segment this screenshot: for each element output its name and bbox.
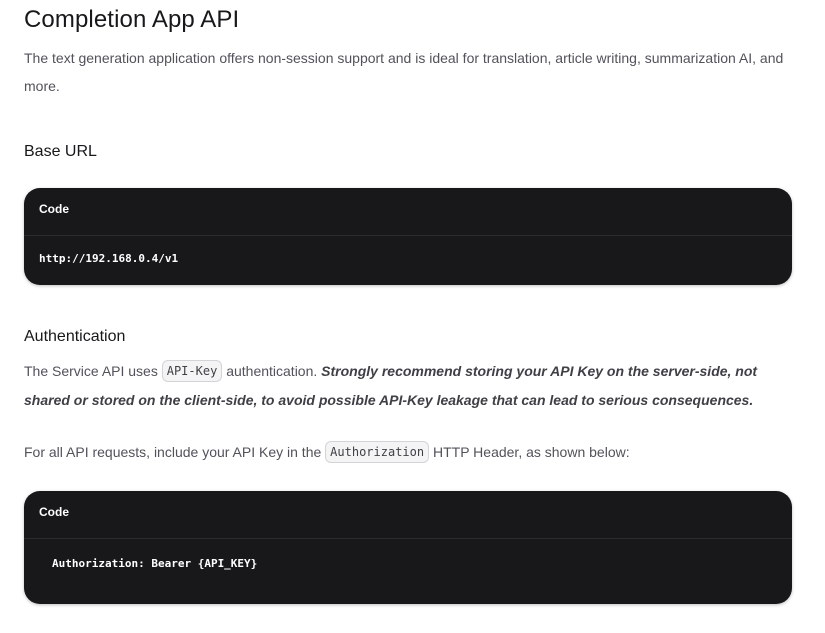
base-url-code-block	[24, 188, 792, 285]
page-title: Completion App API	[24, 6, 240, 33]
authentication-heading: Authentication	[24, 328, 126, 345]
intro-text: The text generation application offers non-session support and is ideal for translation, article writing, summarization AI, and more.	[24, 50, 784, 94]
authentication-description	[24, 357, 792, 415]
authorization-code[interactable]: Authorization: Bearer {API_KEY}	[52, 557, 258, 570]
authorization-code-chip: Authorization	[325, 441, 429, 463]
code-block-label: Code	[24, 491, 792, 539]
auth-text-middle: authentication.	[222, 363, 322, 379]
api-key-code-chip: API-Key	[162, 360, 223, 382]
code-block-label: Code	[24, 188, 792, 236]
base-url-heading: Base URL	[24, 143, 97, 160]
authorization-code-block	[24, 491, 792, 604]
header-text-before: For all API requests, include your API Key in the	[24, 444, 326, 460]
auth-warning-text: Strongly recommend storing your API Key on the server-side, not shared or stored on the client-side, to avoid possible API-Key leakage that can lead to serious consequences.	[24, 363, 758, 408]
base-url-code[interactable]: http://192.168.0.4/v1	[39, 252, 179, 265]
authorization-header-instruction	[24, 438, 792, 467]
header-text-after: HTTP Header, as shown below:	[429, 444, 630, 460]
auth-text-before: The Service API uses	[24, 363, 162, 379]
